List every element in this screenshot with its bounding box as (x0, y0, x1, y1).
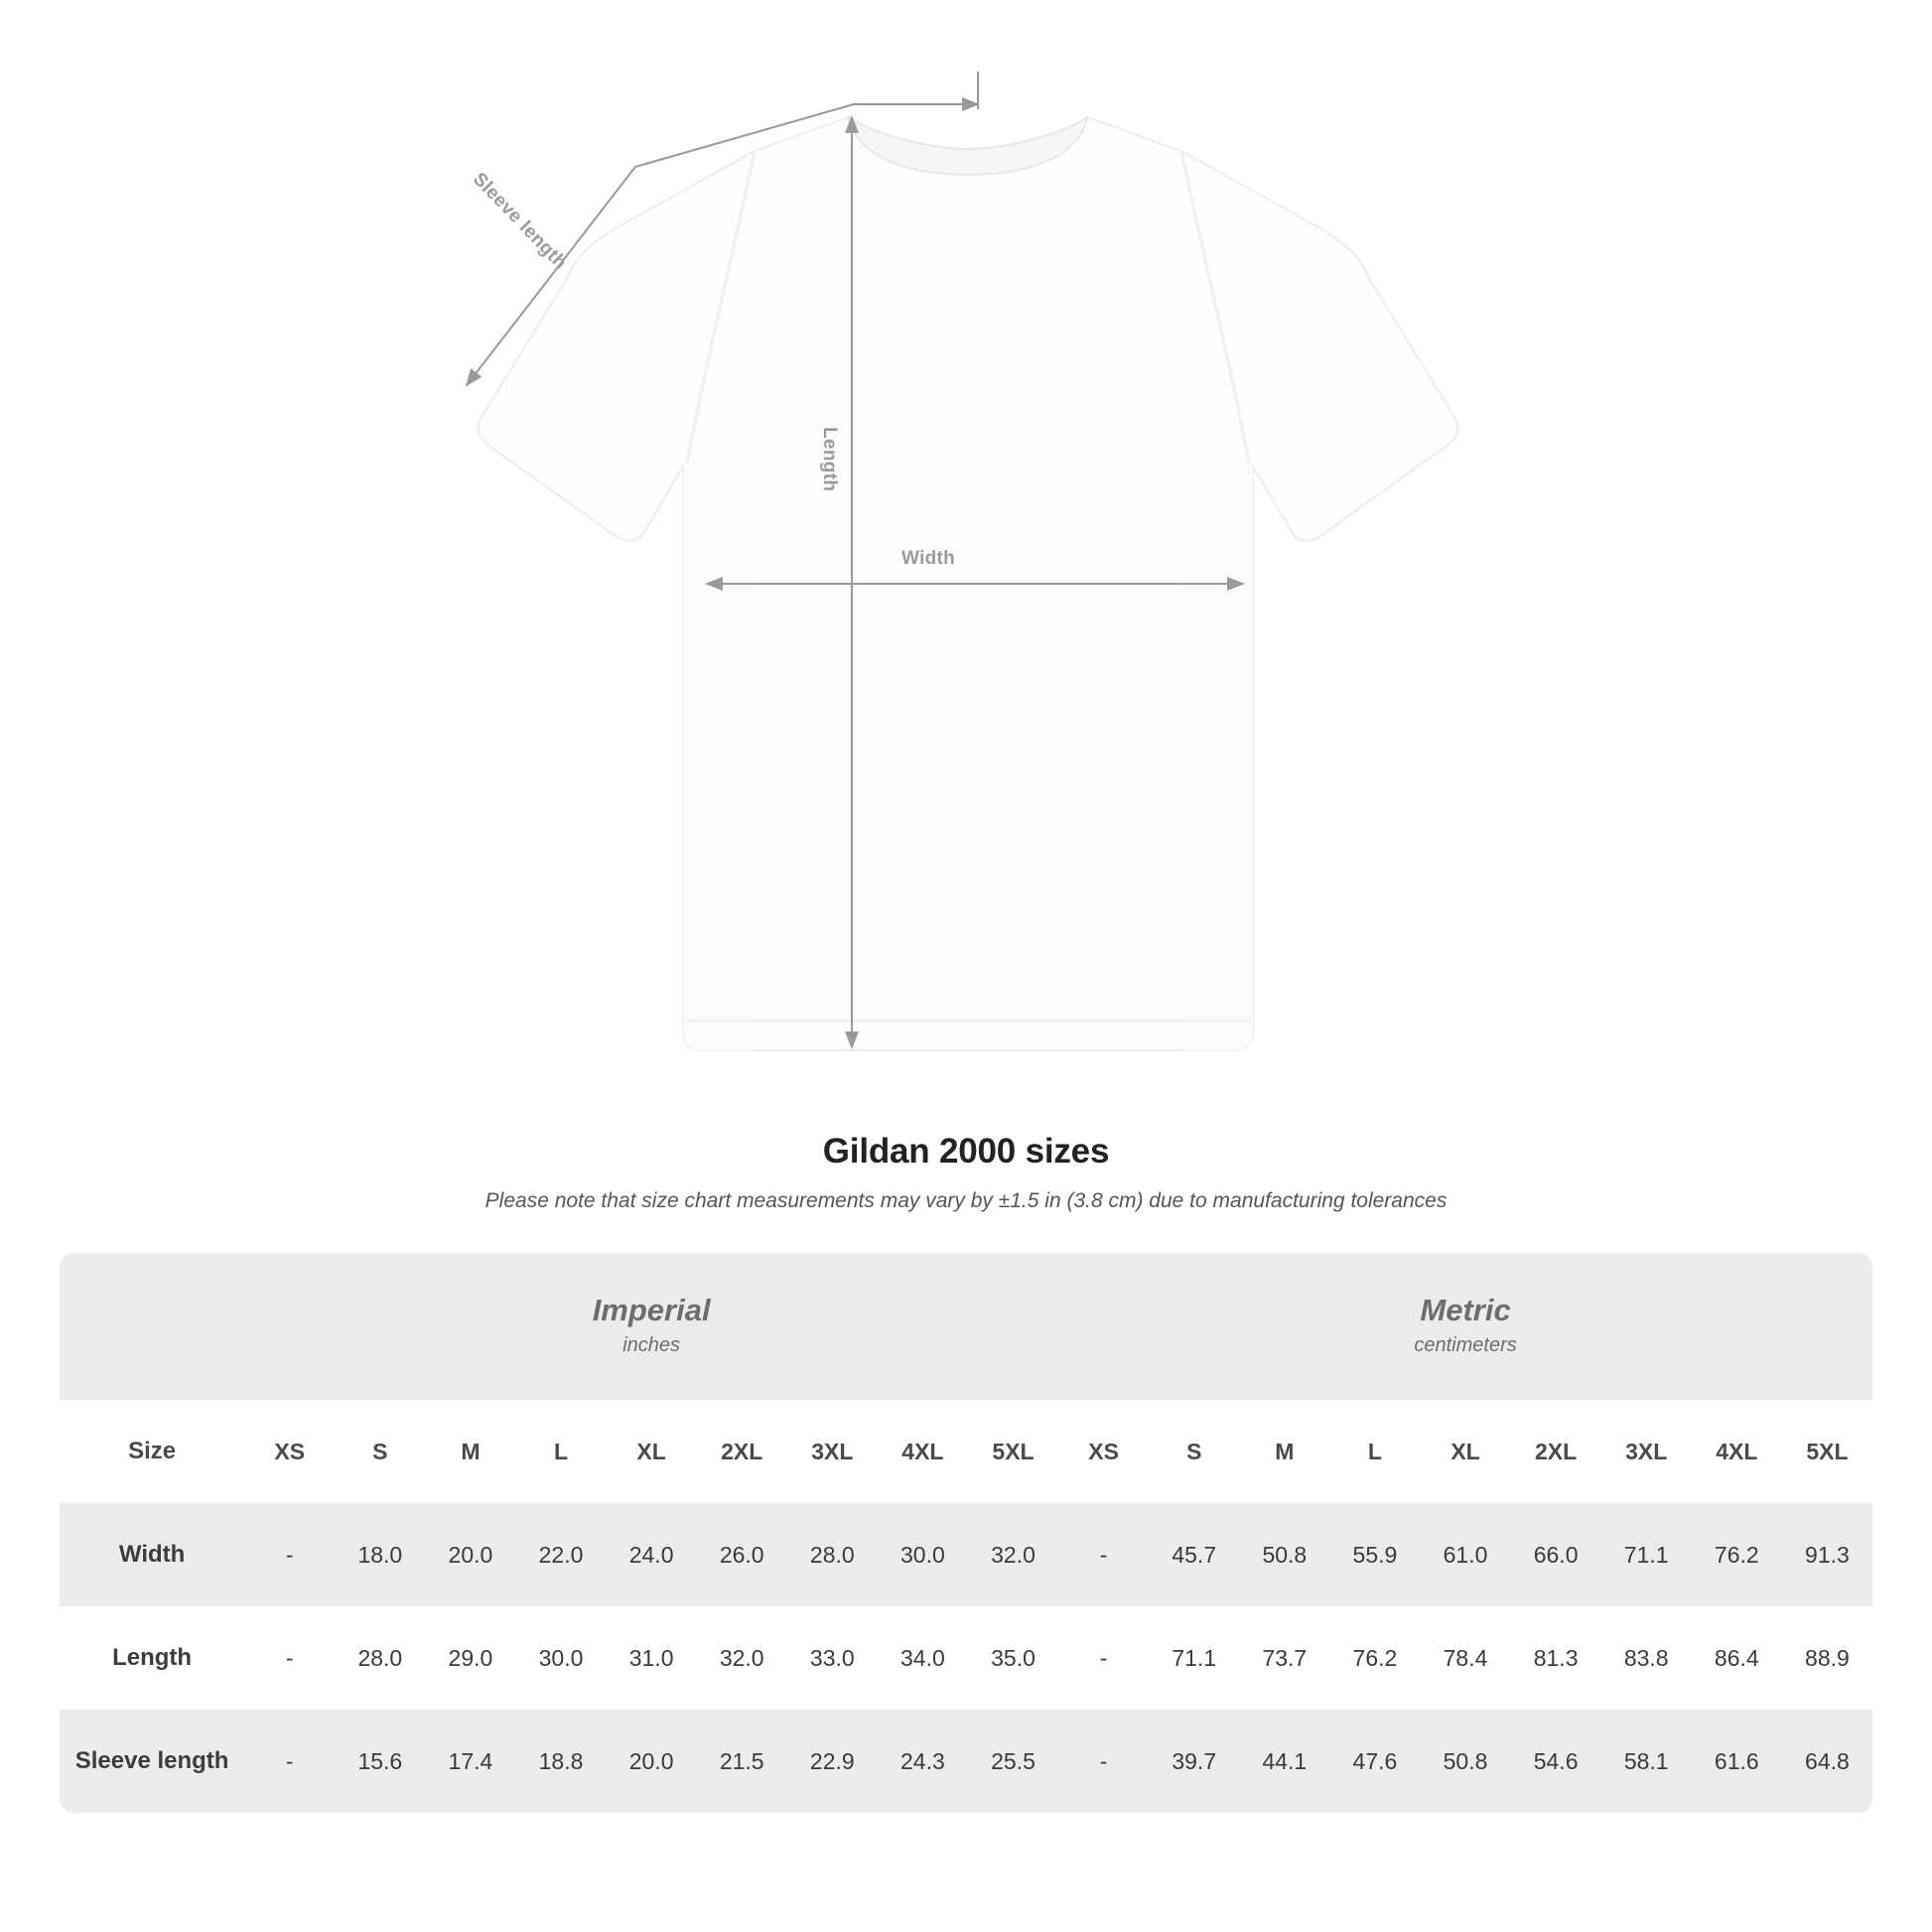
cell-length-imperial-3xl: 33.0 (787, 1606, 878, 1710)
cell-width-metric-4xl: 76.2 (1692, 1503, 1782, 1606)
unit-header-row (60, 1253, 1872, 1400)
unit-header-spacer (60, 1253, 244, 1400)
table-row (60, 1503, 1872, 1606)
unit-imperial-name: Imperial (592, 1292, 711, 1327)
cell-sleeve-imperial-2xl: 21.5 (697, 1710, 787, 1813)
size-header-metric-xl: XL (1420, 1400, 1510, 1503)
size-header-metric-4xl: 4XL (1692, 1400, 1782, 1503)
unit-header-imperial (244, 1253, 1058, 1400)
cell-width-imperial-4xl: 30.0 (878, 1503, 968, 1606)
cell-sleeve-imperial-l: 18.8 (515, 1710, 606, 1813)
cell-width-imperial-5xl: 32.0 (968, 1503, 1058, 1606)
cell-length-metric-s: 71.1 (1149, 1606, 1239, 1710)
cell-length-metric-2xl: 81.3 (1511, 1606, 1601, 1710)
sleeve-length-label: Sleeve length (468, 169, 571, 274)
cell-width-metric-s: 45.7 (1149, 1503, 1239, 1606)
cell-sleeve-metric-3xl: 58.1 (1601, 1710, 1692, 1813)
cell-length-imperial-xs: - (244, 1606, 335, 1710)
cell-length-imperial-4xl: 34.0 (878, 1606, 968, 1710)
size-header-metric-5xl: 5XL (1782, 1400, 1872, 1503)
cell-width-metric-m: 50.8 (1239, 1503, 1329, 1606)
cell-sleeve-imperial-5xl: 25.5 (968, 1710, 1058, 1813)
cell-length-imperial-l: 30.0 (515, 1606, 606, 1710)
size-header-label: Size (60, 1400, 244, 1503)
cell-width-imperial-s: 18.0 (335, 1503, 425, 1606)
size-header-imperial-2xl: 2XL (697, 1400, 787, 1503)
cell-length-imperial-m: 29.0 (425, 1606, 515, 1710)
unit-metric-sub: centimeters (1414, 1334, 1517, 1357)
cell-sleeve-imperial-s: 15.6 (335, 1710, 425, 1813)
size-header-imperial-xs: XS (244, 1400, 335, 1503)
size-header-metric-xs: XS (1058, 1400, 1149, 1503)
cell-length-metric-5xl: 88.9 (1782, 1606, 1872, 1710)
size-header-imperial-m: M (425, 1400, 515, 1503)
cell-length-metric-xs: - (1058, 1606, 1149, 1710)
cell-length-metric-m: 73.7 (1239, 1606, 1329, 1710)
size-header-row (60, 1400, 1872, 1503)
size-header-imperial-4xl: 4XL (878, 1400, 968, 1503)
width-label: Width (901, 548, 956, 569)
cell-width-metric-3xl: 71.1 (1601, 1503, 1692, 1606)
size-header-imperial-5xl: 5XL (968, 1400, 1058, 1503)
cell-length-imperial-xl: 31.0 (607, 1606, 697, 1710)
cell-sleeve-metric-5xl: 64.8 (1782, 1710, 1872, 1813)
size-header-imperial-s: S (335, 1400, 425, 1503)
row-label-width: Width (60, 1503, 244, 1606)
size-header-metric-2xl: 2XL (1511, 1400, 1601, 1503)
table-row (60, 1606, 1872, 1710)
cell-width-metric-xl: 61.0 (1420, 1503, 1510, 1606)
cell-sleeve-metric-2xl: 54.6 (1511, 1710, 1601, 1813)
cell-sleeve-metric-s: 39.7 (1149, 1710, 1239, 1813)
cell-width-metric-5xl: 91.3 (1782, 1503, 1872, 1606)
cell-length-imperial-5xl: 35.0 (968, 1606, 1058, 1710)
cell-length-metric-xl: 78.4 (1420, 1606, 1510, 1710)
cell-length-imperial-s: 28.0 (335, 1606, 425, 1710)
cell-sleeve-imperial-m: 17.4 (425, 1710, 515, 1813)
table-row (60, 1710, 1872, 1813)
cell-sleeve-imperial-xs: - (244, 1710, 335, 1813)
row-label-sleeve-length: Sleeve length (60, 1710, 244, 1813)
cell-length-metric-3xl: 83.8 (1601, 1606, 1692, 1710)
cell-sleeve-metric-4xl: 61.6 (1692, 1710, 1782, 1813)
cell-sleeve-metric-xl: 50.8 (1420, 1710, 1510, 1813)
size-header-metric-l: L (1329, 1400, 1420, 1503)
size-table-wrapper (60, 1253, 1872, 1813)
cell-sleeve-imperial-xl: 20.0 (607, 1710, 697, 1813)
chart-heading-block (0, 1132, 1932, 1213)
size-header-metric-s: S (1149, 1400, 1239, 1503)
size-header-imperial-3xl: 3XL (787, 1400, 878, 1503)
cell-sleeve-imperial-3xl: 22.9 (787, 1710, 878, 1813)
size-table (60, 1253, 1872, 1813)
cell-width-imperial-m: 20.0 (425, 1503, 515, 1606)
cell-width-metric-l: 55.9 (1329, 1503, 1420, 1606)
size-header-imperial-l: L (515, 1400, 606, 1503)
tolerance-note: Please note that size chart measurements may vary by ±1.5 in (3.8 cm) due to manufacturing tolerances (484, 1189, 1448, 1212)
cell-width-imperial-l: 22.0 (515, 1503, 606, 1606)
cell-sleeve-metric-xs: - (1058, 1710, 1149, 1813)
cell-width-imperial-3xl: 28.0 (787, 1503, 878, 1606)
cell-length-metric-4xl: 86.4 (1692, 1606, 1782, 1710)
cell-length-imperial-2xl: 32.0 (697, 1606, 787, 1710)
cell-sleeve-imperial-4xl: 24.3 (878, 1710, 968, 1813)
unit-header-metric (1058, 1253, 1872, 1400)
cell-width-metric-xs: - (1058, 1503, 1149, 1606)
cell-length-metric-l: 76.2 (1329, 1606, 1420, 1710)
cell-width-metric-2xl: 66.0 (1511, 1503, 1601, 1606)
cell-width-imperial-xl: 24.0 (607, 1503, 697, 1606)
cell-sleeve-metric-m: 44.1 (1239, 1710, 1329, 1813)
row-label-length: Length (60, 1606, 244, 1710)
page-title: Gildan 2000 sizes (822, 1132, 1110, 1171)
size-header-metric-m: M (1239, 1400, 1329, 1503)
size-header-imperial-xl: XL (607, 1400, 697, 1503)
size-header-metric-3xl: 3XL (1601, 1400, 1692, 1503)
unit-metric-name: Metric (1420, 1292, 1511, 1327)
length-label: Length (819, 427, 840, 492)
cell-width-imperial-2xl: 26.0 (697, 1503, 787, 1606)
unit-imperial-sub: inches (622, 1334, 681, 1357)
cell-width-imperial-xs: - (244, 1503, 335, 1606)
cell-sleeve-metric-l: 47.6 (1329, 1710, 1420, 1813)
